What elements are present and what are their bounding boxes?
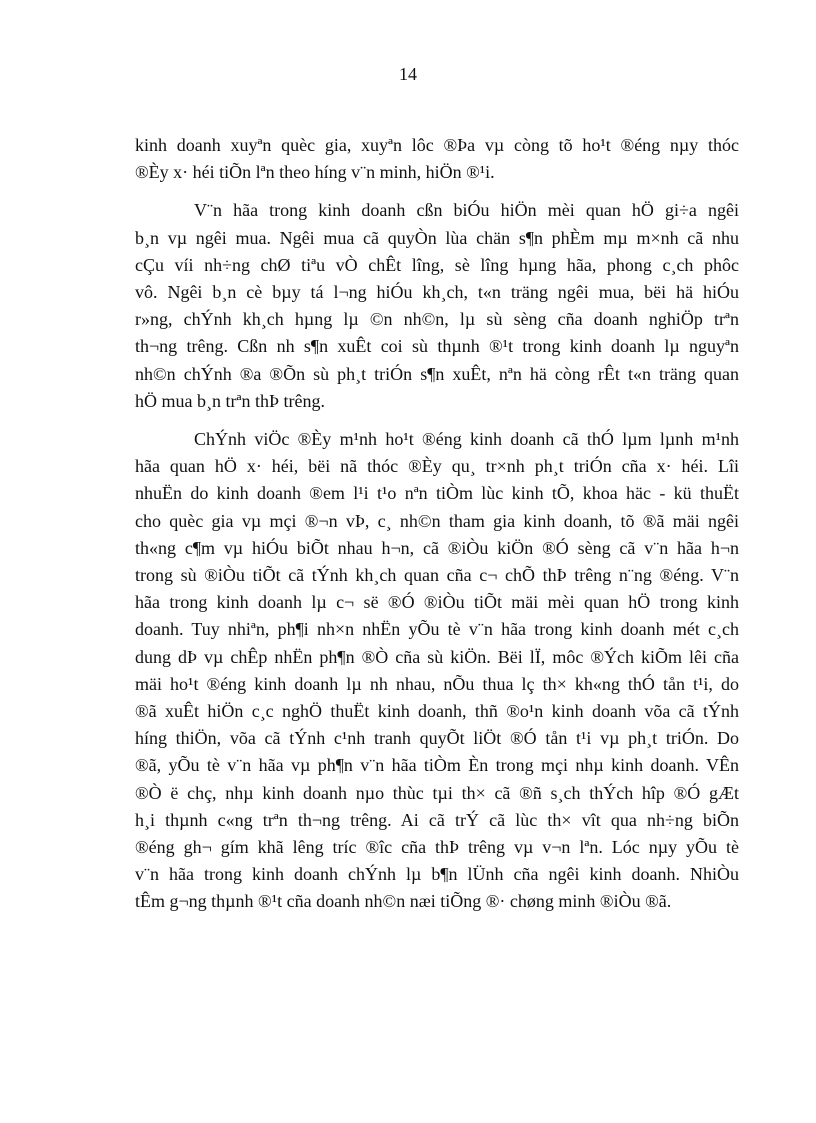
text-line: vô. Ngêi b¸n cè bµy tá l¬ng hiÓu kh¸ch, t«n träng ngêi mua, bëi hä hiÓu <box>135 282 739 303</box>
text-line: hãa quan hÖ x· héi, bëi nã thóc ®Èy qu¸ tr×nh ph¸t triÓn cña x· héi. Lîi <box>135 456 739 477</box>
text-line: th«ng c¶m vµ hiÓu biÕt nhau h¬n, cã ®iÒu kiÖn ®Ó sèng cã v¨n hãa h¬n <box>135 537 739 558</box>
text-line: tÊm g¬ng thµnh ®¹t cña doanh nh©n næi tiÕng ®· chøng minh ®iÒu ®ã. <box>135 891 672 912</box>
text-line: h¸i thµnh c«ng trªn th¬ng trêng. Ai cã trÝ cã lùc th× vît qua nh÷ng biÕn <box>135 809 739 830</box>
body-text <box>135 132 739 916</box>
paragraph <box>135 197 739 415</box>
text-line: V¨n hãa trong kinh doanh cßn biÓu hiÖn mèi quan hÖ gi÷a ngêi <box>194 200 739 221</box>
text-line: ®Èy x· héi tiÕn lªn theo híng v¨n minh, hiÖn ®¹i. <box>135 162 495 183</box>
text-line: hÖ mua b¸n trªn thÞ trêng. <box>135 390 325 411</box>
text-line: r»ng, chÝnh kh¸ch hµng lµ ©n nh©n, lµ sù sèng cña doanh nghiÖp trªn <box>135 309 739 330</box>
paragraph <box>135 426 739 916</box>
text-line: hãa trong kinh doanh lµ c¬ së ®Ó ®iÒu tiÕt mäi mèi quan hÖ trong kinh <box>135 592 739 613</box>
text-line: ®ã, yÕu tè v¨n hãa vµ ph¶n v¨n hãa tiÒm Èn trong mçi nhµ kinh doanh. VÊn <box>135 755 739 776</box>
text-line: híng thiÖn, võa cã tÝnh c¹nh tranh quyÕt liÖt ®Ó tån t¹i vµ ph¸t triÓn. Do <box>135 728 739 749</box>
text-line: mäi ho¹t ®éng kinh doanh lµ nh nhau, nÕu thua lç th× kh«ng thÓ tån t¹i, do <box>135 673 739 694</box>
text-line: cÇu víi nh÷ng chØ tiªu vÒ chÊt lîng, sè lîng hµng hãa, phong c¸ch phôc <box>135 254 739 275</box>
text-line: b¸n vµ ngêi mua. Ngêi mua cã quyÒn lùa chän s¶n phÈm mµ m×nh cã nhu <box>135 227 739 248</box>
text-line: cho quèc gia vµ mçi ®¬n vÞ, c¸ nh©n tham gia kinh doanh, tõ ®ã mäi ngêi <box>135 510 739 531</box>
text-line: v¨n hãa trong kinh doanh chÝnh lµ b¶n lÜnh cña ngêi kinh doanh. NhiÒu <box>135 864 739 885</box>
text-line: ®éng gh¬ gím khã lêng tríc ®îc cña thÞ trêng vµ v¬n lªn. Lóc nµy yÕu tè <box>135 837 739 858</box>
text-line: th¬ng trêng. Cßn nh s¶n xuÊt coi sù thµnh ®¹t trong kinh doanh lµ nguyªn <box>135 336 739 357</box>
text-line: ®ã xuÊt hiÖn c¸c nghÖ thuËt kinh doanh, thñ ®o¹n kinh doanh võa cã tÝnh <box>135 701 739 722</box>
text-line: ChÝnh viÖc ®Èy m¹nh ho¹t ®éng kinh doanh cã thÓ lµm lµnh m¹nh <box>194 429 739 450</box>
text-line: nh©n chÝnh ®a ®Õn sù ph¸t triÓn s¶n xuÊt, nªn hä còng rÊt t«n träng quan <box>135 363 739 384</box>
text-line: doanh. Tuy nhiªn, ph¶i nh×n nhËn yÕu tè v¨n hãa trong kinh doanh mét c¸ch <box>135 619 739 640</box>
text-line: trong sù ®iÒu tiÕt cã tÝnh kh¸ch quan cña c¬ chÕ thÞ trêng n¨ng ®éng. V¨n <box>135 565 739 586</box>
paragraph <box>135 132 739 186</box>
text-line: kinh doanh xuyªn quèc gia, xuyªn lôc ®Þa vµ còng tõ ho¹t ®éng nµy thóc <box>135 135 739 155</box>
text-line: ®Ò ë chç, nhµ kinh doanh nµo thùc tµi th× cã ®ñ s¸ch thÝch hîp ®Ó gÆt <box>135 782 739 803</box>
text-line: dung dÞ vµ chÊp nhËn ph¶n ®Ò cña sù kiÖn. Bëi lÏ, môc ®Ých kiÕm lêi cña <box>135 646 739 667</box>
page-number: 14 <box>399 64 417 84</box>
text-line: nhuËn do kinh doanh ®em l¹i t¹o nªn tiÒm lùc kinh tÕ, khoa häc - kü thuËt <box>135 483 739 504</box>
